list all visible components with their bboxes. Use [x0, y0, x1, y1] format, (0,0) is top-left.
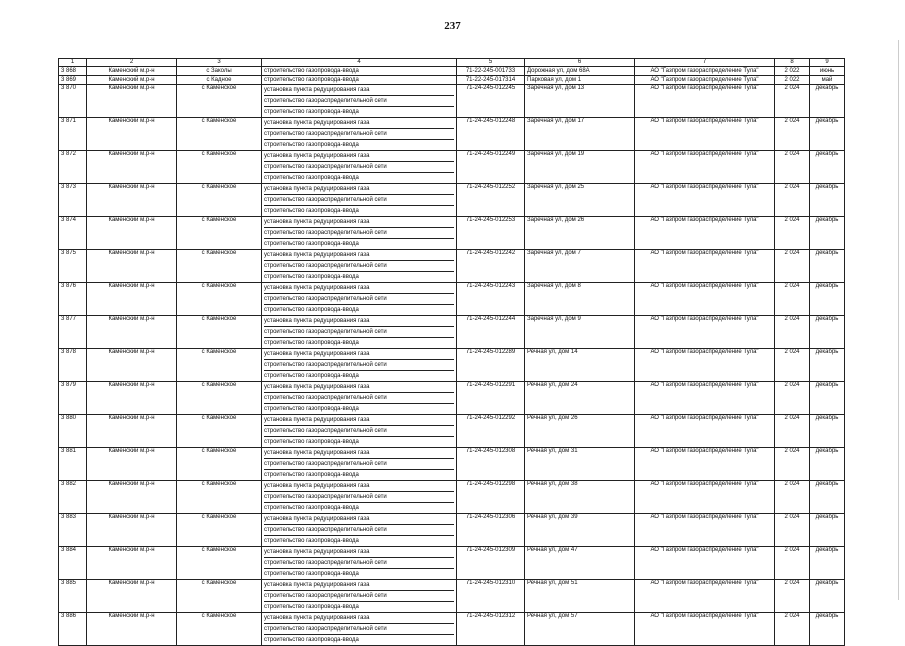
organization-cell: АО "Газпром газораспределение Тула" [635, 250, 775, 283]
work-item: строительство газопровода-ввода [264, 406, 359, 412]
work-item: строительство газораспределительной сети [264, 228, 454, 239]
object-code-cell: 71-24-245-012245 [457, 85, 525, 118]
district-cell: Каменский м.р-н [87, 382, 177, 415]
year-cell: 2 024 [775, 316, 810, 349]
settlement-cell: с Каменское [177, 349, 262, 382]
work-item: строительство газораспределительной сети [264, 162, 454, 173]
address-cell: Заречная ул, дом 9 [525, 316, 635, 349]
year-cell: 2 024 [775, 250, 810, 283]
settlement-cell: с Каменское [177, 481, 262, 514]
settlement-cell: с Каменское [177, 250, 262, 283]
district-cell: Каменский м.р-н [87, 250, 177, 283]
month-cell: декабрь [810, 514, 845, 547]
settlement-cell: с Каменское [177, 547, 262, 580]
row-number: 3 879 [59, 382, 87, 415]
works-cell [262, 349, 457, 382]
organization-cell: АО "Газпром газораспределение Тула" [635, 514, 775, 547]
table-body [59, 67, 845, 646]
table-row [59, 184, 845, 217]
year-cell: 2 024 [775, 349, 810, 382]
works-cell [262, 580, 457, 613]
year-cell: 2 024 [775, 580, 810, 613]
organization-cell: АО "Газпром газораспределение Тула" [635, 415, 775, 448]
organization-cell: АО "Газпром газораспределение Тула" [635, 283, 775, 316]
year-cell: 2 024 [775, 613, 810, 646]
work-item: установка пункта редуцирования газа [264, 547, 454, 558]
work-item: установка пункта редуцирования газа [264, 217, 454, 228]
works-cell [262, 250, 457, 283]
row-number: 3 873 [59, 184, 87, 217]
year-cell: 2 024 [775, 481, 810, 514]
month-cell: декабрь [810, 481, 845, 514]
work-item: строительство газораспределительной сети [264, 525, 454, 536]
table-row [59, 481, 845, 514]
district-cell: Каменский м.р-н [87, 217, 177, 250]
work-item: строительство газораспределительной сети [264, 261, 454, 272]
page-number: 237 [444, 20, 461, 32]
month-cell: декабрь [810, 217, 845, 250]
work-item: строительство газопровода-ввода [264, 68, 359, 74]
column-header: 9 [810, 59, 845, 67]
month-cell: декабрь [810, 382, 845, 415]
table-row [59, 151, 845, 184]
month-cell: декабрь [810, 580, 845, 613]
organization-cell: АО "Газпром газораспределение Тула" [635, 184, 775, 217]
table-row [59, 76, 845, 85]
work-item: строительство газораспределительной сети [264, 492, 454, 503]
address-cell: Заречная ул, дом 17 [525, 118, 635, 151]
object-code-cell: 71-22-245-017314 [457, 76, 525, 85]
month-cell: декабрь [810, 184, 845, 217]
organization-cell: АО "Газпром газораспределение Тула" [635, 580, 775, 613]
table-row [59, 217, 845, 250]
work-item: строительство газораспределительной сети [264, 459, 454, 470]
district-cell: Каменский м.р-н [87, 151, 177, 184]
work-item: строительство газораспределительной сети [264, 327, 454, 338]
work-item: строительство газопровода-ввода [264, 109, 359, 115]
works-cell [262, 415, 457, 448]
district-cell: Каменский м.р-н [87, 283, 177, 316]
settlement-cell: с Каменское [177, 85, 262, 118]
table-row [59, 613, 845, 646]
row-number: 3 868 [59, 67, 87, 76]
row-number: 3 871 [59, 118, 87, 151]
work-item: установка пункта редуцирования газа [264, 415, 454, 426]
object-code-cell: 71-24-245-012248 [457, 118, 525, 151]
object-code-cell: 71-24-245-012289 [457, 349, 525, 382]
organization-cell: АО "Газпром газораспределение Тула" [635, 67, 775, 76]
organization-cell: АО "Газпром газораспределение Тула" [635, 547, 775, 580]
organization-cell: АО "Газпром газораспределение Тула" [635, 118, 775, 151]
year-cell: 2 022 [775, 76, 810, 85]
year-cell: 2 024 [775, 184, 810, 217]
settlement-cell: с Каменское [177, 382, 262, 415]
work-item: установка пункта редуцирования газа [264, 514, 454, 525]
works-cell [262, 283, 457, 316]
organization-cell: АО "Газпром газораспределение Тула" [635, 481, 775, 514]
year-cell: 2 024 [775, 151, 810, 184]
organization-cell: АО "Газпром газораспределение Тула" [635, 382, 775, 415]
address-cell: Речная ул, дом 26 [525, 415, 635, 448]
settlement-cell: с Каменское [177, 184, 262, 217]
work-item: строительство газораспределительной сети [264, 360, 454, 371]
works-cell [262, 217, 457, 250]
address-cell: Речная ул, дом 57 [525, 613, 635, 646]
month-cell: декабрь [810, 415, 845, 448]
scan-edge [898, 40, 899, 600]
work-item: строительство газопровода-ввода [264, 142, 359, 148]
district-cell: Каменский м.р-н [87, 580, 177, 613]
settlement-cell: с Каменское [177, 151, 262, 184]
month-cell: декабрь [810, 85, 845, 118]
column-header: 6 [525, 59, 635, 67]
object-code-cell: 71-24-245-012253 [457, 217, 525, 250]
table-row [59, 448, 845, 481]
year-cell: 2 024 [775, 283, 810, 316]
work-item: установка пункта редуцирования газа [264, 151, 454, 162]
month-cell: декабрь [810, 448, 845, 481]
district-cell: Каменский м.р-н [87, 184, 177, 217]
row-number: 3 878 [59, 349, 87, 382]
work-item: строительство газопровода-ввода [264, 175, 359, 181]
settlement-cell: с Каменское [177, 283, 262, 316]
district-cell: Каменский м.р-н [87, 85, 177, 118]
work-item: строительство газораспределительной сети [264, 129, 454, 140]
work-item: строительство газораспределительной сети [264, 558, 454, 569]
works-cell [262, 481, 457, 514]
year-cell: 2 024 [775, 382, 810, 415]
month-cell: декабрь [810, 283, 845, 316]
row-number: 3 875 [59, 250, 87, 283]
organization-cell: АО "Газпром газораспределение Тула" [635, 76, 775, 85]
settlement-cell: с Каменское [177, 217, 262, 250]
organization-cell: АО "Газпром газораспределение Тула" [635, 316, 775, 349]
settlement-cell: с Каменское [177, 316, 262, 349]
address-cell: Заречная ул, дом 25 [525, 184, 635, 217]
row-number: 3 880 [59, 415, 87, 448]
year-cell: 2 024 [775, 85, 810, 118]
district-cell: Каменский м.р-н [87, 76, 177, 85]
month-cell: декабрь [810, 151, 845, 184]
row-number: 3 883 [59, 514, 87, 547]
object-code-cell: 71-24-245-012310 [457, 580, 525, 613]
work-item: установка пункта редуцирования газа [264, 85, 454, 96]
district-cell: Каменский м.р-н [87, 448, 177, 481]
work-item: строительство газораспределительной сети [264, 426, 454, 437]
year-cell: 2 024 [775, 217, 810, 250]
year-cell: 2 024 [775, 118, 810, 151]
works-cell [262, 448, 457, 481]
table-row [59, 415, 845, 448]
object-code-cell: 71-24-245-012298 [457, 481, 525, 514]
district-cell: Каменский м.р-н [87, 514, 177, 547]
works-cell [262, 382, 457, 415]
row-number: 3 882 [59, 481, 87, 514]
organization-cell: АО "Газпром газораспределение Тула" [635, 217, 775, 250]
address-cell: Заречная ул, дом 19 [525, 151, 635, 184]
settlement-cell: с Каменское [177, 613, 262, 646]
month-cell: декабрь [810, 547, 845, 580]
work-item: строительство газопровода-ввода [264, 241, 359, 247]
column-header: 4 [262, 59, 457, 67]
work-item: строительство газопровода-ввода [264, 472, 359, 478]
table-row [59, 316, 845, 349]
work-item: строительство газопровода-ввода [264, 571, 359, 577]
month-cell: июнь [810, 67, 845, 76]
object-code-cell: 71-22-245-001733 [457, 67, 525, 76]
organization-cell: АО "Газпром газораспределение Тула" [635, 349, 775, 382]
works-cell [262, 118, 457, 151]
work-item: установка пункта редуцирования газа [264, 613, 454, 624]
work-item: строительство газопровода-ввода [264, 604, 359, 610]
address-cell: Заречная ул, дом 26 [525, 217, 635, 250]
work-item: строительство газораспределительной сети [264, 591, 454, 602]
work-item: установка пункта редуцирования газа [264, 118, 454, 129]
column-header: 7 [635, 59, 775, 67]
table-row [59, 547, 845, 580]
address-cell: Речная ул, дом 38 [525, 481, 635, 514]
settlement-cell: с Каменское [177, 448, 262, 481]
work-item: строительство газопровода-ввода [264, 373, 359, 379]
work-item: установка пункта редуцирования газа [264, 349, 454, 360]
settlement-cell: с Заколы [177, 67, 262, 76]
organization-cell: АО "Газпром газораспределение Тула" [635, 613, 775, 646]
object-code-cell: 71-24-245-012306 [457, 514, 525, 547]
row-number: 3 884 [59, 547, 87, 580]
work-item: строительство газопровода-ввода [264, 77, 359, 83]
district-cell: Каменский м.р-н [87, 481, 177, 514]
object-code-cell: 71-24-245-012291 [457, 382, 525, 415]
object-code-cell: 71-24-245-012292 [457, 415, 525, 448]
settlement-cell: с Каменское [177, 118, 262, 151]
work-item: строительство газораспределительной сети [264, 195, 454, 206]
row-number: 3 877 [59, 316, 87, 349]
work-item: установка пункта редуцирования газа [264, 580, 454, 591]
settlement-cell: с Каменское [177, 514, 262, 547]
row-number: 3 869 [59, 76, 87, 85]
address-cell: Парковая ул, дом 1 [525, 76, 635, 85]
table-row [59, 382, 845, 415]
work-item: установка пункта редуцирования газа [264, 316, 454, 327]
address-cell: Заречная ул, дом 13 [525, 85, 635, 118]
works-cell [262, 514, 457, 547]
works-cell [262, 67, 457, 76]
work-item: установка пункта редуцирования газа [264, 382, 454, 393]
column-header: 2 [87, 59, 177, 67]
table-row [59, 349, 845, 382]
work-item: строительство газопровода-ввода [264, 637, 359, 643]
district-cell: Каменский м.р-н [87, 613, 177, 646]
column-header: 1 [59, 59, 87, 67]
month-cell: декабрь [810, 613, 845, 646]
address-cell: Речная ул, дом 47 [525, 547, 635, 580]
organization-cell: АО "Газпром газораспределение Тула" [635, 448, 775, 481]
district-cell: Каменский м.р-н [87, 316, 177, 349]
row-number: 3 876 [59, 283, 87, 316]
work-item: строительство газопровода-ввода [264, 274, 359, 280]
year-cell: 2 024 [775, 547, 810, 580]
row-number: 3 870 [59, 85, 87, 118]
row-number: 3 874 [59, 217, 87, 250]
year-cell: 2 022 [775, 67, 810, 76]
settlement-cell: с Каменское [177, 580, 262, 613]
work-item: строительство газораспределительной сети [264, 393, 454, 404]
work-item: строительство газораспределительной сети [264, 294, 454, 305]
district-cell: Каменский м.р-н [87, 415, 177, 448]
organization-cell: АО "Газпром газораспределение Тула" [635, 85, 775, 118]
address-cell: Речная ул, дом 51 [525, 580, 635, 613]
works-cell [262, 613, 457, 646]
works-cell [262, 316, 457, 349]
district-cell: Каменский м.р-н [87, 547, 177, 580]
organization-cell: АО "Газпром газораспределение Тула" [635, 151, 775, 184]
district-cell: Каменский м.р-н [87, 67, 177, 76]
object-code-cell: 71-24-245-012308 [457, 448, 525, 481]
object-code-cell: 71-24-245-012242 [457, 250, 525, 283]
column-header: 3 [177, 59, 262, 67]
work-item: строительство газопровода-ввода [264, 505, 359, 511]
work-item: строительство газопровода-ввода [264, 340, 359, 346]
work-item: установка пункта редуцирования газа [264, 184, 454, 195]
object-code-cell: 71-24-245-012243 [457, 283, 525, 316]
work-item: строительство газопровода-ввода [264, 208, 359, 214]
table-row [59, 283, 845, 316]
work-item: строительство газопровода-ввода [264, 439, 359, 445]
object-code-cell: 71-24-245-012309 [457, 547, 525, 580]
month-cell: май [810, 76, 845, 85]
work-item: установка пункта редуцирования газа [264, 448, 454, 459]
registry-table [58, 58, 845, 646]
row-number: 3 872 [59, 151, 87, 184]
address-cell: Речная ул, дом 39 [525, 514, 635, 547]
month-cell: декабрь [810, 118, 845, 151]
district-cell: Каменский м.р-н [87, 118, 177, 151]
year-cell: 2 024 [775, 448, 810, 481]
address-cell: Заречная ул, дом 8 [525, 283, 635, 316]
object-code-cell: 71-24-245-012252 [457, 184, 525, 217]
column-header: 5 [457, 59, 525, 67]
work-item: строительство газораспределительной сети [264, 96, 454, 107]
object-code-cell: 71-24-245-012249 [457, 151, 525, 184]
object-code-cell: 71-24-245-012312 [457, 613, 525, 646]
works-cell [262, 76, 457, 85]
year-cell: 2 024 [775, 514, 810, 547]
settlement-cell: с Кадное [177, 76, 262, 85]
address-cell: Речная ул, дом 24 [525, 382, 635, 415]
month-cell: декабрь [810, 316, 845, 349]
object-code-cell: 71-24-245-012244 [457, 316, 525, 349]
work-item: установка пункта редуцирования газа [264, 481, 454, 492]
month-cell: декабрь [810, 349, 845, 382]
district-cell: Каменский м.р-н [87, 349, 177, 382]
table-row [59, 67, 845, 76]
table-row [59, 514, 845, 547]
settlement-cell: с Каменское [177, 415, 262, 448]
work-item: установка пункта редуцирования газа [264, 250, 454, 261]
month-cell: декабрь [810, 250, 845, 283]
address-cell: Заречная ул, дом 7 [525, 250, 635, 283]
work-item: строительство газопровода-ввода [264, 307, 359, 313]
address-cell: Речная ул, дом 31 [525, 448, 635, 481]
works-cell [262, 547, 457, 580]
work-item: строительство газопровода-ввода [264, 538, 359, 544]
works-cell [262, 184, 457, 217]
table-row [59, 85, 845, 118]
works-cell [262, 151, 457, 184]
table-row [59, 250, 845, 283]
header-row [59, 59, 845, 67]
address-cell: Дорожная ул, дом 68А [525, 67, 635, 76]
row-number: 3 885 [59, 580, 87, 613]
address-cell: Речная ул, дом 14 [525, 349, 635, 382]
row-number: 3 881 [59, 448, 87, 481]
work-item: строительство газораспределительной сети [264, 624, 454, 635]
work-item: установка пункта редуцирования газа [264, 283, 454, 294]
row-number: 3 886 [59, 613, 87, 646]
year-cell: 2 024 [775, 415, 810, 448]
table-row [59, 580, 845, 613]
works-cell [262, 85, 457, 118]
column-header: 8 [775, 59, 810, 67]
table-row [59, 118, 845, 151]
